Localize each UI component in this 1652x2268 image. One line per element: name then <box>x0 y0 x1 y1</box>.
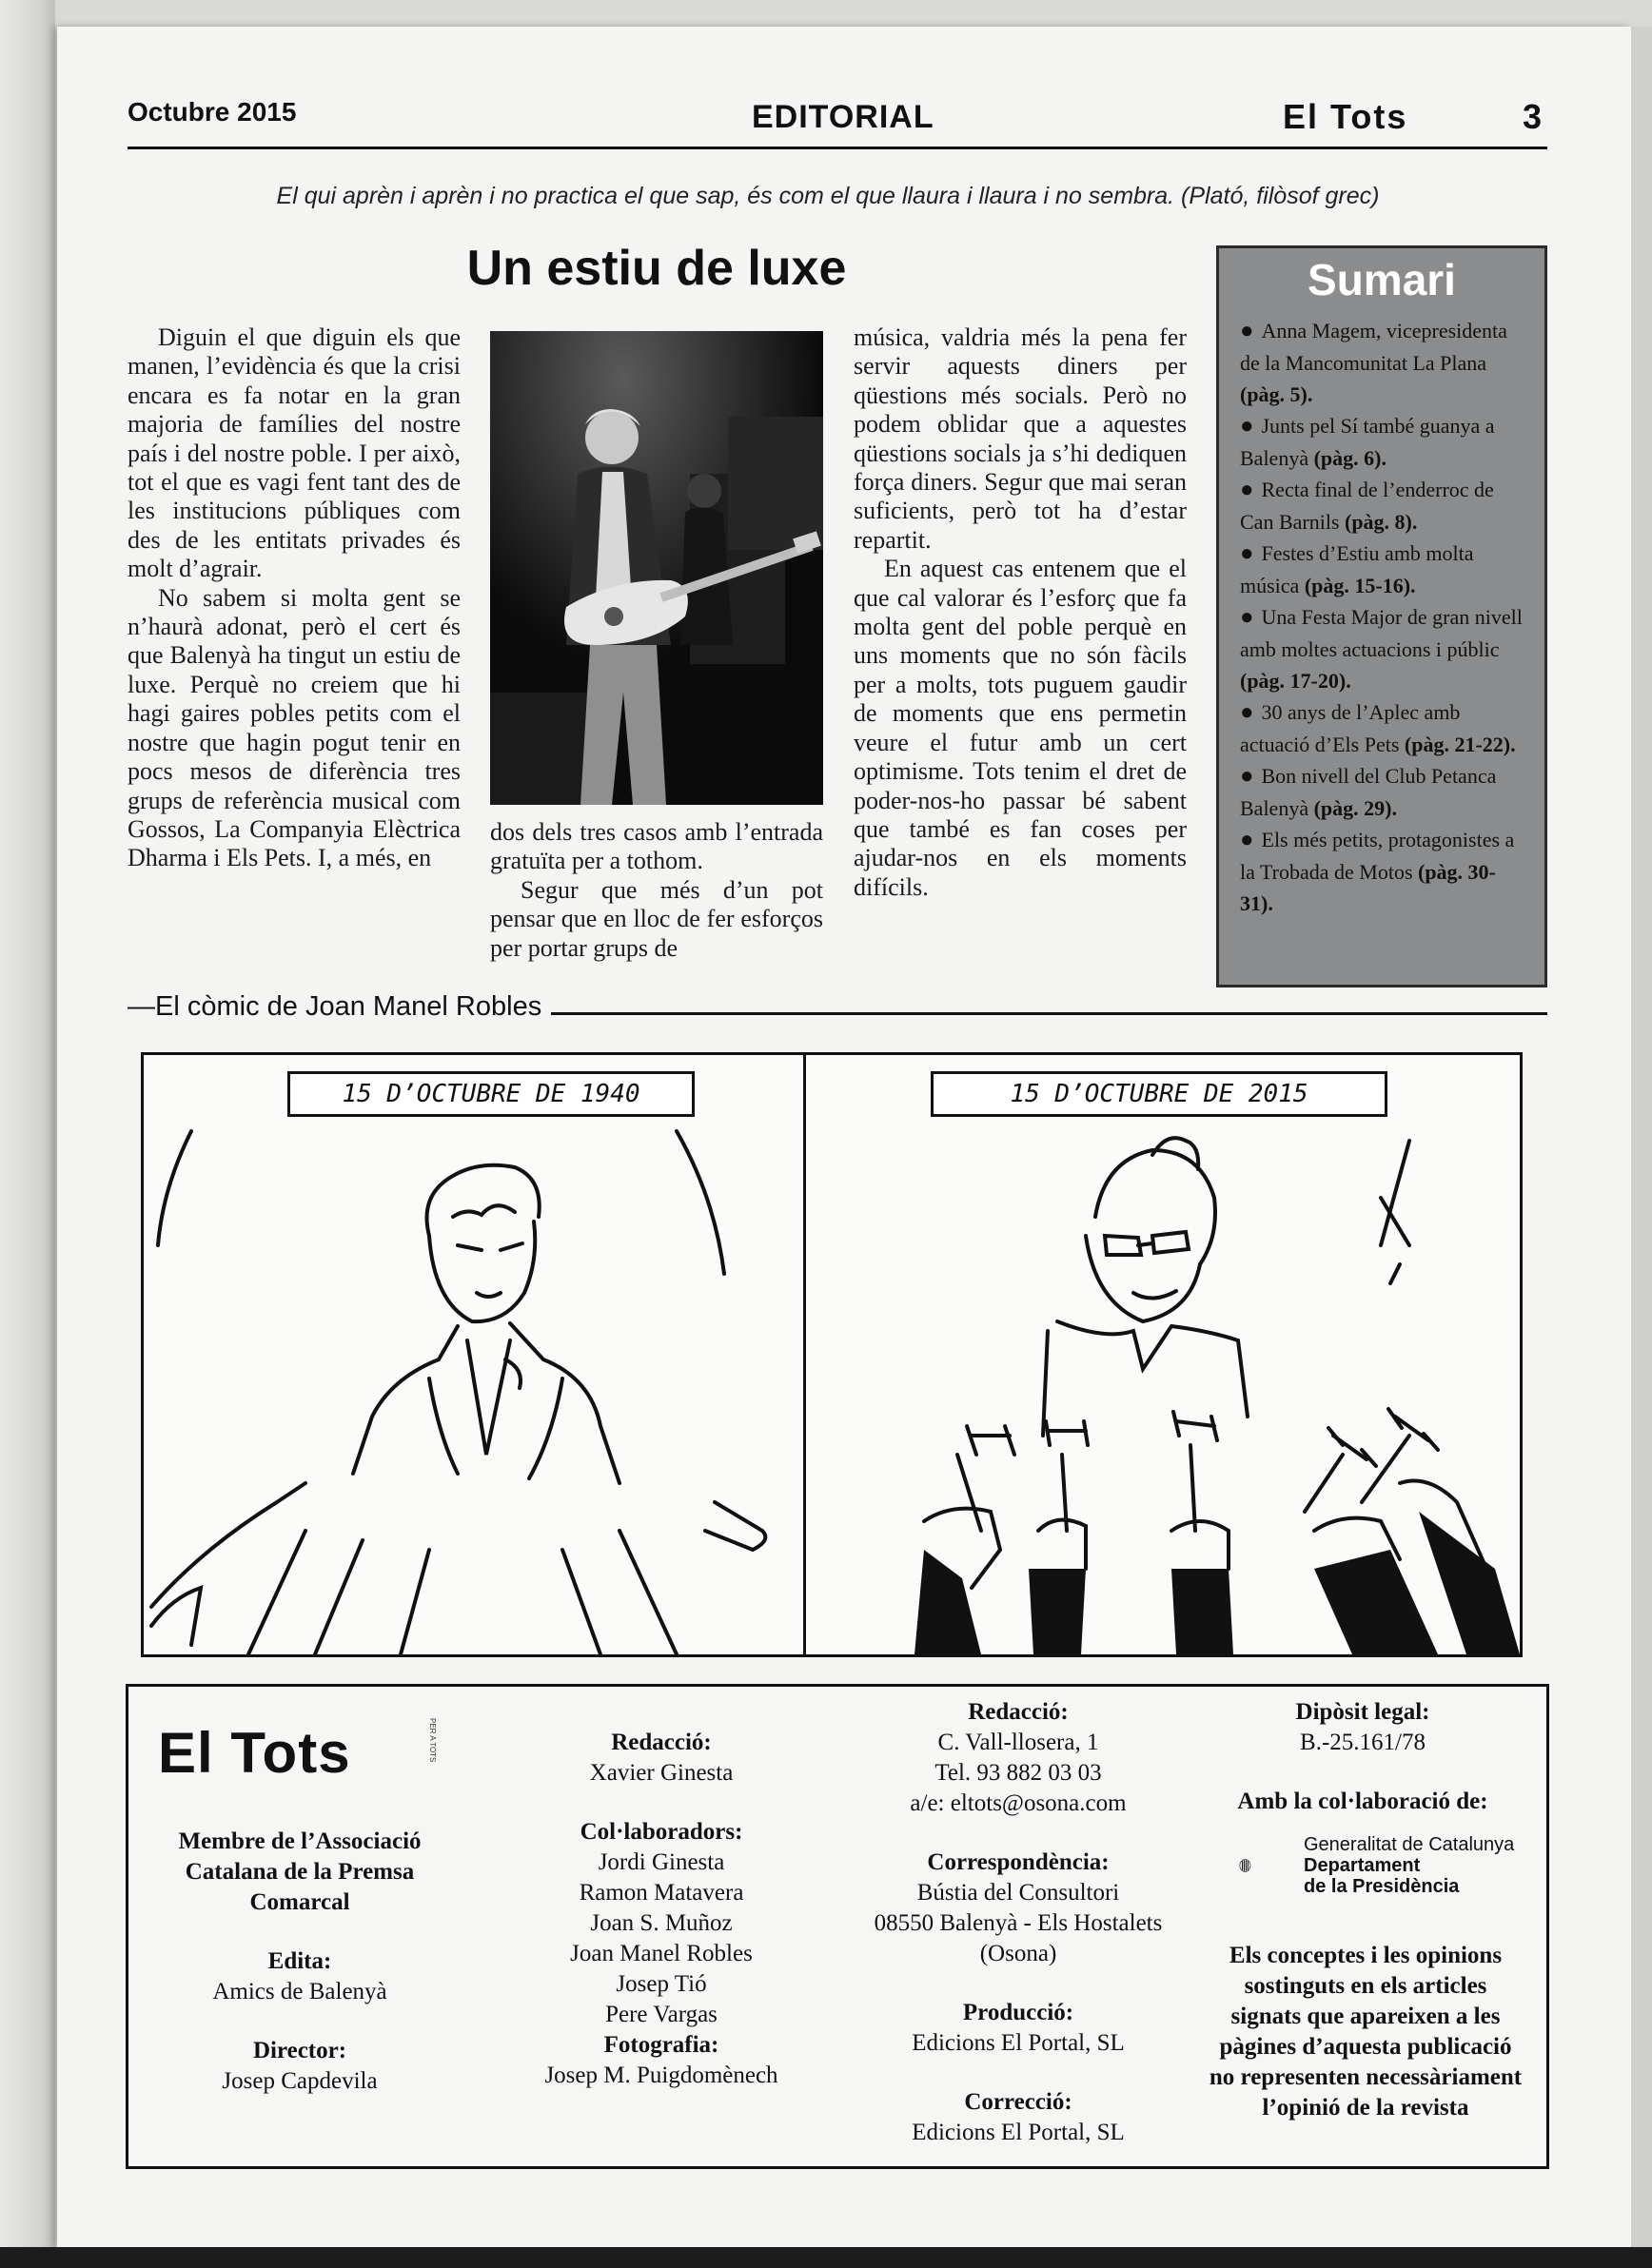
comic-panel-divider <box>803 1052 806 1657</box>
collaboracio-label: Amb la col·laboració de: <box>1237 1789 1488 1814</box>
director-label: Director: <box>252 2038 347 2063</box>
address-label: Redacció: <box>968 1699 1069 1725</box>
diposit-label: Dipòsit legal: <box>1295 1699 1430 1725</box>
address-phone: Tel. 93 882 03 03 <box>934 1760 1102 1786</box>
guitarist-illustration <box>490 331 823 805</box>
collaborator-name: Joan S. Muñoz <box>590 1910 733 1936</box>
director-value: Josep Capdevila <box>222 2068 378 2094</box>
comic-caption-2015: 15 D’OCTUBRE DE 2015 <box>931 1071 1387 1117</box>
address-email[interactable]: a/e: eltots@osona.com <box>910 1790 1127 1816</box>
fotografia-label: Fotografia: <box>603 2032 719 2058</box>
page-number: 3 <box>1523 97 1543 136</box>
summary-item: ● Els més petits, protagonistes a la Trobada de Motos (pàg. 30-31). <box>1240 828 1515 915</box>
section-title: EDITORIAL <box>752 99 934 135</box>
book-spine <box>0 0 55 2268</box>
collaborator-name: Ramon Matavera <box>579 1880 744 1906</box>
credits-column-4 <box>1201 1697 1524 1817</box>
redaccio-value: Xavier Ginesta <box>589 1760 734 1786</box>
summary-item: ● Festes d’Estiu amb molta música (pàg. 15-16). <box>1240 541 1474 597</box>
epigraph-quote: El qui aprèn i aprèn i no practica el que sap, és com el que llaura i llaura i no sembra. (Plató, filòsof grec) <box>276 183 1380 209</box>
logo-tagline: PER A TOTS <box>428 1718 437 1763</box>
correccio-label: Correcció: <box>964 2089 1072 2115</box>
produccio-label: Producció: <box>962 2000 1074 2025</box>
collaborator-name: Pere Vargas <box>605 2002 718 2027</box>
member-text: Membre de l’Associació Catalana de la Premsa Comarcal <box>178 1828 422 1915</box>
generalitat-emblem-icon <box>1239 1832 1296 1899</box>
article-paragraph: dos dels tres casos amb l’entrada gratuïta per a tothom. <box>490 818 823 875</box>
article-paragraph: Diguin el que diguin els que manen, l’evidència és que la crisi encara es fa notar en la gran majoria de famílies del nostre país i del nostre poble. I per això, tot el que es vagi fent tant des de les institucions públiques com des de les entitats privades és molt d’agrair. <box>128 323 461 583</box>
article-paragraph: Segur que més d’un pot pensar que en lloc de fer esforços per portar grups de <box>490 875 823 962</box>
publication-name: El Tots <box>1283 97 1408 136</box>
article-column-1 <box>128 323 461 873</box>
correccio-value: Edicions El Portal, SL <box>912 2120 1125 2145</box>
summary-item: ● Recta final de l’enderroc de Can Barnils (pàg. 8). <box>1240 478 1494 534</box>
concert-photo <box>490 331 823 805</box>
collaborator-name: Joan Manel Robles <box>570 1941 753 1966</box>
address-street: C. Vall-llosera, 1 <box>937 1730 1099 1755</box>
collaborator-name: Jordi Ginesta <box>598 1849 725 1875</box>
issue-date: Octubre 2015 <box>128 97 297 127</box>
diposit-value: B.-25.161/78 <box>1300 1730 1426 1755</box>
summary-item: ● Una Festa Major de gran nivell amb moltes actuacions i públic (pàg. 17-20). <box>1240 605 1523 693</box>
produccio-value: Edicions El Portal, SL <box>912 2030 1125 2056</box>
redaccio-label: Redacció: <box>611 1730 712 1755</box>
article-column-3 <box>854 323 1187 902</box>
summary-box <box>1216 245 1547 987</box>
generalitat-text: Generalitat de Catalunya Departament de la Presidència <box>1304 1834 1515 1897</box>
credits-column-3 <box>856 1697 1180 2148</box>
summary-item: ● Junts pel Sí també guanya a Balenyà (pàg. 6). <box>1240 414 1495 470</box>
edita-label: Edita: <box>267 1948 332 1974</box>
credits-column-1 <box>143 1827 457 2097</box>
comic-strip <box>141 1052 1523 1657</box>
comic-drawing <box>144 1055 1520 1654</box>
article-column-2 <box>490 818 823 963</box>
comic-caption-1940: 15 D’OCTUBRE DE 1940 <box>287 1071 695 1117</box>
summary-list <box>1219 315 1544 919</box>
article-paragraph: música, valdria més la pena fer servir aquests diners per qüestions més socials. Però no podem oblidar que a aquestes qüestions socials ja s’hi dediquen força diners. Segur que mai seran suficients, però tot ha d’estar repartit. <box>854 323 1187 554</box>
article-headline: Un estiu de luxe <box>466 241 847 296</box>
summary-item: ● Bon nivell del Club Petanca Balenyà (pàg. 29). <box>1240 764 1497 820</box>
scan-border <box>0 2247 1652 2268</box>
correspondencia-label: Correspondència: <box>927 1849 1110 1875</box>
page-edge <box>1631 27 1652 2247</box>
correspondencia-line: 08550 Balenyà - Els Hostalets <box>874 1910 1163 1936</box>
summary-item: ● 30 anys de l’Aplec amb actuació d’Els Pets (pàg. 21-22). <box>1240 700 1516 756</box>
page-header <box>128 91 1547 149</box>
collaboradors-label: Col·laboradors: <box>580 1819 743 1845</box>
article-paragraph: En aquest cas entenem que el que cal valorar és l’esforç que fa molta gent del poble perquè en uns moments que no són fàcils per a molts, tots puguem gaudir de moments que ens permetin veure el futur amb un cert optimisme. Tots tenim el dret de poder-nos-ho passar bé sabent que també es fan coses per ajudar-nos en els moments difícils. <box>854 555 1187 901</box>
summary-item: ● Anna Magem, vicepresidenta de la Mancomunitat La Plana (pàg. 5). <box>1240 319 1507 406</box>
summary-title: Sumari <box>1308 255 1456 304</box>
article-paragraph: No sabem si molta gent se n’haurà adonat, però el cert és que Balenyà ha tingut un estiu de luxe. Perquè no creiem que hi hagi gaires pobles petits com el nostre que hagin pogut tenir en pocs mesos de diferència tres grups de referència musical com Gossos, La Companyia Elèctrica Dharma i Els Pets. I, a més, en <box>128 583 461 872</box>
fotografia-value: Josep M. Puigdomènech <box>544 2063 778 2088</box>
collaborator-name: Josep Tió <box>616 1971 707 1997</box>
correspondencia-line: Bústia del Consultori <box>916 1880 1120 1906</box>
correspondencia-line: (Osona) <box>979 1941 1057 1966</box>
publication-logo: El Tots <box>158 1721 351 1785</box>
disclaimer-text: Els conceptes i les opinions sostinguts en els articles signats que apareixen a les pàgines d’aquesta publicació no representen necessàriament l’opinió de la revista <box>1209 1943 1523 2121</box>
credits-column-2 <box>504 1728 818 2091</box>
edita-value: Amics de Balenyà <box>212 1979 387 2004</box>
comic-label: —El còmic de Joan Manel Robles <box>128 991 551 1023</box>
